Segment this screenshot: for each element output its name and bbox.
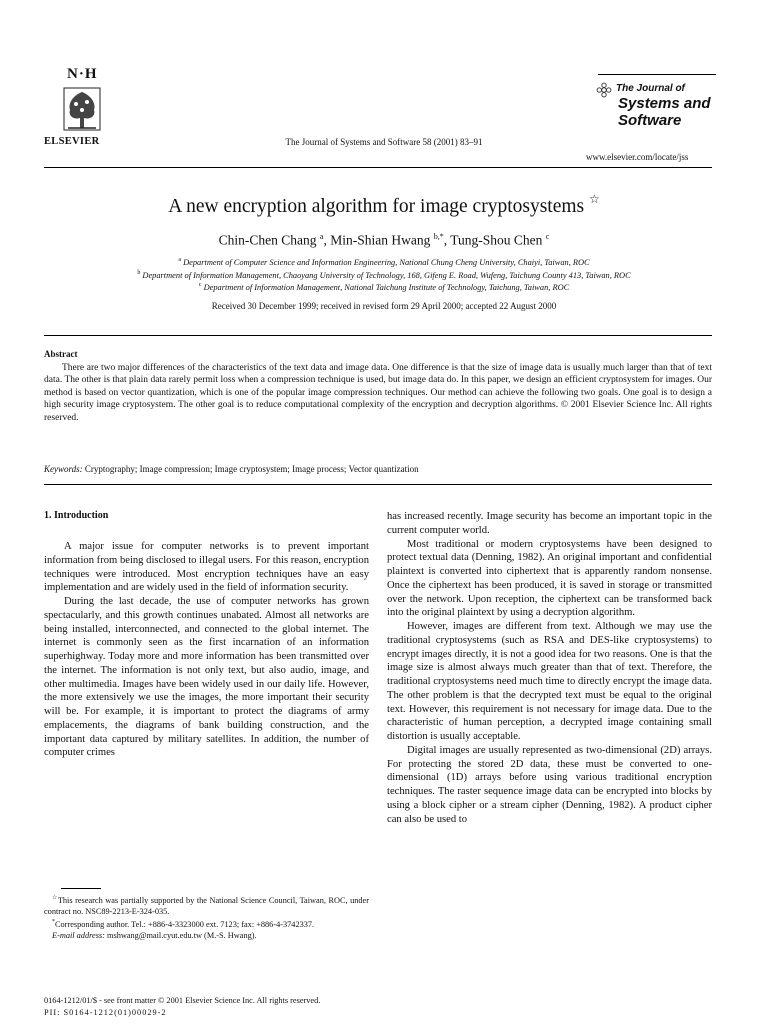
section-heading: 1. Introduction (44, 510, 109, 521)
keywords-label: Keywords: (44, 464, 83, 474)
author-affiliation-mark: a (319, 232, 324, 241)
journal-logo-title (618, 95, 711, 129)
footnote: *Corresponding author. Tel.: +886-4-3323000 ext. 7123; fax: +886-4-3742337. (52, 919, 315, 929)
abstract-text: There are two major differences of the characteristics of the text data and image data. One difference is that the size of image data is usually much larger than that of text data. The other is that plain data rarely permit loss when a compression technique is used, but image data do. In this paper, we design an efficient cryptosystem for images. Our method is based on vector quantization, which is one of the popular image compression techniques. Our method can achieve the following two goals. One goal is to design a high security image cryptosystem. The other goal is to reduce computational complexity of the encryption and decryption algorithms. © 2001 Elsevier Science Inc. All rights reserved. (44, 363, 712, 423)
keywords (44, 464, 419, 474)
journal-flower-icon (596, 82, 612, 98)
affiliation-c-text: Department of Information Management, National Taichung Institute of Technology, Taichung, Taiwan, ROC (203, 282, 570, 292)
affiliation-a: $^a$ Department of Computer Science and Information Engineering, National Chung Cheng University, Chaiyi, Taiwan, ROC (178, 257, 590, 267)
author-name: Tung-Shou Chen (450, 232, 543, 248)
footnote-text: This research was partially supported by the National Science Council, Taiwan, ROC, under contract no. NSC89-2213-E-324-035. (44, 895, 369, 916)
author-name: Min-Shian Hwang (330, 232, 431, 248)
body-paragraph: Most traditional or modern cryptosystems have been designed to protect textual data (Denning, 1982). An original important and confidential plaintext is converted into ciphertext that is apparently random nonsense. Once the ciphertext has been produced, it is saved in storage or transmitted over the network. Upon reception, the ciphertext can be transformed back into the original plaintext by using a decryption algorithm. (387, 538, 712, 619)
journal-logo-rule (598, 74, 716, 75)
author-affiliation-mark: b,* (433, 232, 444, 241)
footnote-text: Corresponding author. Tel.: +886-4-3323000 ext. 7123; fax: +886-4-3742337. (55, 919, 315, 929)
left-column (44, 540, 369, 760)
email-address[interactable]: mshwang@mail.cyut.edu.tw (M.-S. Hwang). (107, 931, 257, 941)
front-matter (44, 995, 320, 1019)
keywords-text: Cryptography; Image compression; Image cryptosystem; Image process; Vector quantization (84, 464, 419, 474)
affiliation-a-text: Department of Computer Science and Information Engineering, National Chung Cheng University, Chaiyi, Taiwan, ROC (183, 257, 590, 267)
author-list: Chin-Chen Chang $^a$, Min-Shian Hwang $^{b,*}$, Tung-Shou Chen $^c$ (218, 232, 550, 248)
title-footnote-mark: ☆ (589, 192, 600, 206)
right-column (387, 510, 712, 826)
affiliation-b: $^b$ Department of Information Management, Chaoyang University of Technology, 168, Gifeng E. Road, Wufeng, Taichung County 413, Taiwan, ROC (137, 270, 631, 280)
email-label: E-mail address: (52, 931, 105, 941)
footnote-divider (61, 888, 101, 889)
abstract-divider (44, 484, 712, 485)
elsevier-tree-logo-icon (62, 86, 102, 132)
body-paragraph: Digital images are usually represented as two-dimensional (2D) arrays. For protecting the stored 2D data, these must be converted to one-dimensional (1D) arrays before using various traditional encryption techniques. The raster sequence image data can be encrypted into blocks by using a block cipher or a stream cipher (Denning, 1982). A product cipher can also be used to (387, 744, 712, 825)
journal-logo-line2: Systems and (618, 95, 711, 112)
article-title (0, 192, 768, 218)
publisher-mark: N·H (67, 66, 98, 82)
footnote: ☆This research was partially supported by the National Science Council, Taiwan, ROC, under contract no. NSC89-2213-E-324-035. (44, 895, 369, 916)
footnote (44, 930, 369, 941)
article-title-text: A new encryption algorithm for image cryptosystems (168, 196, 585, 217)
body-paragraph: During the last decade, the use of computer networks has grown spectacularly, and this growth continues unabated. Almost all networks are being installed, interconnected, and connected to the global internet. The internet is commonly seen as the first incarnation of an information superhighway. Today more and more information has been transmitted over the internet. The information is not only text, but also audio, image, and other multimedia. Images have been widely used in our daily life. However, the more extensively we use the images, the more important their security will be. For example, it is important to protect the diagrams of army emplacements, the diagrams of bank building construction, and the important data captured by military satellites. In addition, the number of computer crimes (44, 596, 369, 759)
affiliation-c: $^c$ Department of Information Management, National Taichung Institute of Technology, Taichung, Taiwan, ROC (198, 282, 570, 292)
journal-reference: The Journal of Systems and Software 58 (2001) 83–91 (285, 137, 483, 147)
body-paragraph: However, images are different from text. Although we may use the traditional cryptosystems (such as RSA and DES-like cryptosystems) to encrypt images directly, it is not a good idea for two reasons. One is that the image size is almost always much greater than that of text. Therefore, the traditional cryptosystems need much time to directly encrypt the image data. The other problem is that the decrypted text must be equal to the original text. However, this requirement is not necessary for image data. Due to the characteristic of human perception, a decrypted image containing small distortion is usually acceptable. (387, 621, 712, 742)
journal-logo-line3: Software (618, 112, 682, 129)
body-paragraph: has increased recently. Image security has become an important topic in the current computer world. (387, 511, 712, 536)
pii-line: PII: S0164-1212(01)00029-2 (44, 1008, 167, 1017)
author-name: Chin-Chen Chang (218, 232, 317, 248)
header-divider (44, 167, 712, 168)
journal-logo-line1: The Journal of (616, 83, 685, 94)
journal-url[interactable]: www.elsevier.com/locate/jss (586, 152, 689, 162)
title-divider (44, 335, 712, 336)
front-matter-line: 0164-1212/01/$ - see front matter © 2001 Elsevier Science Inc. All rights reserved. (44, 996, 321, 1005)
abstract-heading: Abstract (44, 349, 78, 359)
footnotes (44, 893, 369, 941)
body-paragraph: A major issue for computer networks is to prevent important information from being disclosed to illegal users. For this reason, encryption techniques were introduced. Most encryption techniques have an easy implementation and are widely used in the field of information security. (44, 541, 369, 594)
affiliation-b-text: Department of Information Management, Chaoyang University of Technology, 168, Gifeng E. Road, Wufeng, Taichung County 413, Taiwan, ROC (142, 270, 631, 280)
received-dates: Received 30 December 1999; received in revised form 29 April 2000; accepted 22 August 2000 (211, 301, 557, 311)
author-affiliation-mark: c (545, 232, 550, 241)
publisher-name: ELSEVIER (44, 136, 100, 147)
